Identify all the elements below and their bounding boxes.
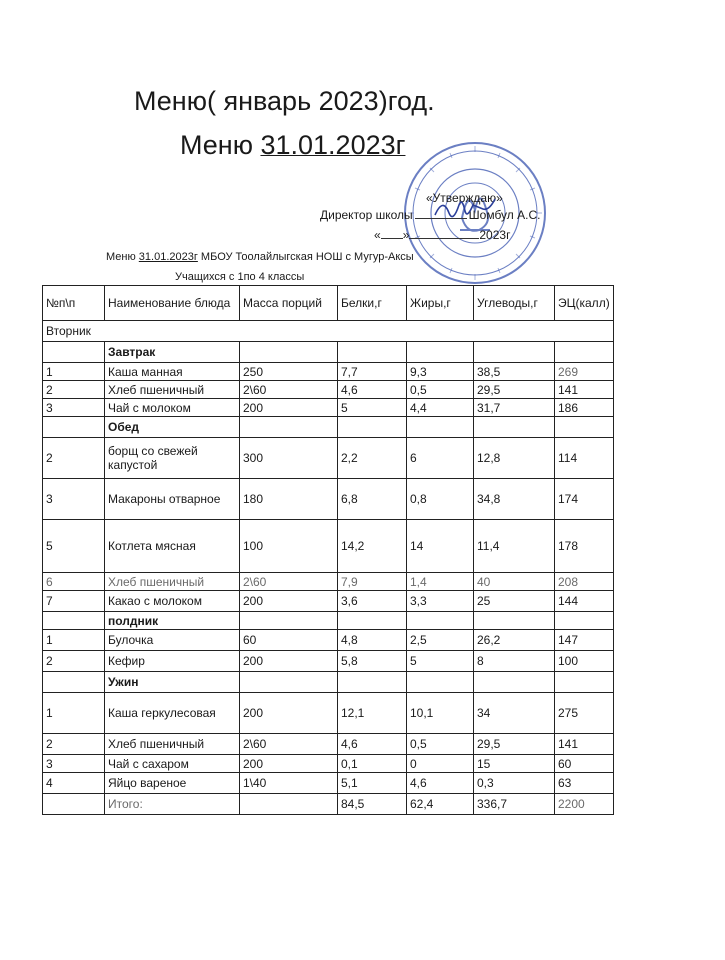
- row-number: 7: [43, 591, 105, 612]
- fat-value: 9,3: [407, 363, 474, 381]
- total-kcal: 2200: [555, 794, 614, 815]
- row-number: 1: [43, 693, 105, 734]
- table-row: [43, 651, 614, 672]
- protein-value: 5,1: [338, 773, 407, 794]
- handwritten-signature-icon: [430, 195, 500, 225]
- table-cell: [240, 672, 338, 693]
- fat-value: 2,5: [407, 630, 474, 651]
- table-header-row: [43, 286, 614, 321]
- protein-value: 0,1: [338, 755, 407, 773]
- row-number: 1: [43, 363, 105, 381]
- row-number: 2: [43, 381, 105, 399]
- table-row: [43, 479, 614, 520]
- fat-value: 6: [407, 438, 474, 479]
- row-number: 3: [43, 399, 105, 417]
- table-cell: [555, 417, 614, 438]
- date-open-quote: «: [374, 228, 381, 242]
- row-number: 3: [43, 755, 105, 773]
- table-cell: [407, 612, 474, 630]
- title-prefix: Меню: [180, 130, 261, 160]
- title-date: 31.01.2023г: [260, 130, 406, 160]
- carbs-value: 15: [474, 755, 555, 773]
- protein-value: 5,8: [338, 651, 407, 672]
- fat-value: 4,4: [407, 399, 474, 417]
- dish-name: борщ со свежей капустой: [105, 438, 240, 479]
- section-title: Ужин: [105, 672, 240, 693]
- table-cell: [43, 612, 105, 630]
- protein-value: 4,8: [338, 630, 407, 651]
- dish-name: Чай с молоком: [105, 399, 240, 417]
- kcal-value: 275: [555, 693, 614, 734]
- protein-value: 7,7: [338, 363, 407, 381]
- fat-value: 0,5: [407, 734, 474, 755]
- portion-mass: 180: [240, 479, 338, 520]
- menu-school: МБОУ Тоолайлыгская НОШ с Мугур-Аксы: [197, 251, 414, 263]
- portion-mass: 1\40: [240, 773, 338, 794]
- protein-value: 14,2: [338, 520, 407, 573]
- portion-mass: 2\60: [240, 381, 338, 399]
- students-line: Учащихся с 1по 4 классы: [175, 271, 305, 283]
- row-number: 5: [43, 520, 105, 573]
- table-cell: [338, 672, 407, 693]
- row-number: 2: [43, 651, 105, 672]
- section-title: Завтрак: [105, 342, 240, 363]
- table-cell: [240, 794, 338, 815]
- row-number: 4: [43, 773, 105, 794]
- dish-name: Хлеб пшеничный: [105, 573, 240, 591]
- col-header-kcal: ЭЦ(калл): [555, 286, 614, 321]
- fat-value: 0: [407, 755, 474, 773]
- carbs-value: 11,4: [474, 520, 555, 573]
- portion-mass: 200: [240, 693, 338, 734]
- table-cell: [474, 342, 555, 363]
- protein-value: 7,9: [338, 573, 407, 591]
- row-number: 6: [43, 573, 105, 591]
- portion-mass: 200: [240, 755, 338, 773]
- carbs-value: 31,7: [474, 399, 555, 417]
- dish-name: Чай с сахаром: [105, 755, 240, 773]
- kcal-value: 144: [555, 591, 614, 612]
- table-row: [43, 399, 614, 417]
- table-cell: [43, 794, 105, 815]
- section-row: [43, 342, 614, 363]
- kcal-value: 178: [555, 520, 614, 573]
- table-row: [43, 755, 614, 773]
- total-carbs: 336,7: [474, 794, 555, 815]
- month-blank: [409, 238, 479, 239]
- table-row: [43, 573, 614, 591]
- fat-value: 3,3: [407, 591, 474, 612]
- row-number: 2: [43, 734, 105, 755]
- day-label: Вторник: [43, 321, 614, 342]
- date-year: 2023г: [479, 228, 511, 242]
- table-cell: [407, 342, 474, 363]
- table-row: [43, 734, 614, 755]
- table-row: [43, 630, 614, 651]
- carbs-value: 34,8: [474, 479, 555, 520]
- fat-value: 0,5: [407, 381, 474, 399]
- protein-value: 2,2: [338, 438, 407, 479]
- approval-label: «Утверждаю»: [426, 191, 503, 205]
- table-cell: [338, 342, 407, 363]
- kcal-value: 147: [555, 630, 614, 651]
- fat-value: 4,6: [407, 773, 474, 794]
- menu-school-line: [106, 251, 414, 263]
- kcal-value: 141: [555, 381, 614, 399]
- kcal-value: 63: [555, 773, 614, 794]
- protein-value: 3,6: [338, 591, 407, 612]
- fat-value: 5: [407, 651, 474, 672]
- table-cell: [555, 612, 614, 630]
- dish-name: Хлеб пшеничный: [105, 734, 240, 755]
- portion-mass: 200: [240, 591, 338, 612]
- kcal-value: 114: [555, 438, 614, 479]
- approval-date-line: [374, 228, 510, 242]
- table-cell: [407, 417, 474, 438]
- total-fat: 62,4: [407, 794, 474, 815]
- table-row: [43, 693, 614, 734]
- section-row: [43, 612, 614, 630]
- col-header-number: №п\п: [43, 286, 105, 321]
- portion-mass: 2\60: [240, 734, 338, 755]
- table-cell: [474, 417, 555, 438]
- total-row: [43, 794, 614, 815]
- portion-mass: 250: [240, 363, 338, 381]
- carbs-value: 26,2: [474, 630, 555, 651]
- table-cell: [43, 417, 105, 438]
- dish-name: Каша манная: [105, 363, 240, 381]
- director-title: Директор школы: [320, 208, 413, 222]
- protein-value: 6,8: [338, 479, 407, 520]
- table-row: [43, 381, 614, 399]
- document-subtitle-date: [180, 130, 405, 161]
- kcal-value: 174: [555, 479, 614, 520]
- kcal-value: 141: [555, 734, 614, 755]
- table-row: [43, 591, 614, 612]
- table-cell: [43, 342, 105, 363]
- section-row: [43, 417, 614, 438]
- row-number: 1: [43, 630, 105, 651]
- section-title: Обед: [105, 417, 240, 438]
- portion-mass: 2\60: [240, 573, 338, 591]
- carbs-value: 8: [474, 651, 555, 672]
- protein-value: 5: [338, 399, 407, 417]
- row-number: 2: [43, 438, 105, 479]
- col-header-dish: Наименование блюда: [105, 286, 240, 321]
- kcal-value: 269: [555, 363, 614, 381]
- dish-name: Каша геркулесовая: [105, 693, 240, 734]
- portion-mass: 100: [240, 520, 338, 573]
- portion-mass: 300: [240, 438, 338, 479]
- carbs-value: 12,8: [474, 438, 555, 479]
- protein-value: 4,6: [338, 381, 407, 399]
- fat-value: 14: [407, 520, 474, 573]
- dish-name: Яйцо вареное: [105, 773, 240, 794]
- total-label: Итого:: [105, 794, 240, 815]
- carbs-value: 40: [474, 573, 555, 591]
- table-cell: [240, 612, 338, 630]
- menu-date: 31.01.2023г: [138, 251, 198, 263]
- carbs-value: 38,5: [474, 363, 555, 381]
- fat-value: 1,4: [407, 573, 474, 591]
- carbs-value: 29,5: [474, 734, 555, 755]
- dish-name: Хлеб пшеничный: [105, 381, 240, 399]
- table-row: [43, 773, 614, 794]
- table-cell: [43, 672, 105, 693]
- fat-value: 0,8: [407, 479, 474, 520]
- total-protein: 84,5: [338, 794, 407, 815]
- table-row: [43, 438, 614, 479]
- carbs-value: 0,3: [474, 773, 555, 794]
- dish-name: Котлета мясная: [105, 520, 240, 573]
- document-title: Меню( январь 2023)год.: [134, 86, 435, 116]
- table-row: [43, 520, 614, 573]
- protein-value: 12,1: [338, 693, 407, 734]
- section-title: полдник: [105, 612, 240, 630]
- dish-name: Макароны отварное: [105, 479, 240, 520]
- portion-mass: 200: [240, 651, 338, 672]
- col-header-protein: Белки,г: [338, 286, 407, 321]
- col-header-carbs: Углеводы,г: [474, 286, 555, 321]
- table-row: [43, 363, 614, 381]
- dish-name: Булочка: [105, 630, 240, 651]
- dish-name: Какао с молоком: [105, 591, 240, 612]
- table-cell: [240, 342, 338, 363]
- table-cell: [407, 672, 474, 693]
- section-row: [43, 672, 614, 693]
- row-number: 3: [43, 479, 105, 520]
- menu-prefix: Меню: [106, 251, 139, 263]
- protein-value: 4,6: [338, 734, 407, 755]
- table-cell: [474, 672, 555, 693]
- portion-mass: 200: [240, 399, 338, 417]
- menu-table: [42, 285, 614, 815]
- portion-mass: 60: [240, 630, 338, 651]
- table-cell: [240, 417, 338, 438]
- carbs-value: 25: [474, 591, 555, 612]
- director-name: Шомбул А.С.: [468, 208, 541, 222]
- table-cell: [555, 672, 614, 693]
- table-cell: [338, 612, 407, 630]
- day-blank: [381, 238, 403, 239]
- carbs-value: 29,5: [474, 381, 555, 399]
- table-cell: [338, 417, 407, 438]
- kcal-value: 100: [555, 651, 614, 672]
- dish-name: Кефир: [105, 651, 240, 672]
- kcal-value: 60: [555, 755, 614, 773]
- kcal-value: 208: [555, 573, 614, 591]
- table-cell: [555, 342, 614, 363]
- kcal-value: 186: [555, 399, 614, 417]
- date-close-quote: »: [402, 228, 410, 242]
- day-row: [43, 321, 614, 342]
- table-cell: [474, 612, 555, 630]
- col-header-mass: Масса порций: [240, 286, 338, 321]
- col-header-fat: Жиры,г: [407, 286, 474, 321]
- carbs-value: 34: [474, 693, 555, 734]
- fat-value: 10,1: [407, 693, 474, 734]
